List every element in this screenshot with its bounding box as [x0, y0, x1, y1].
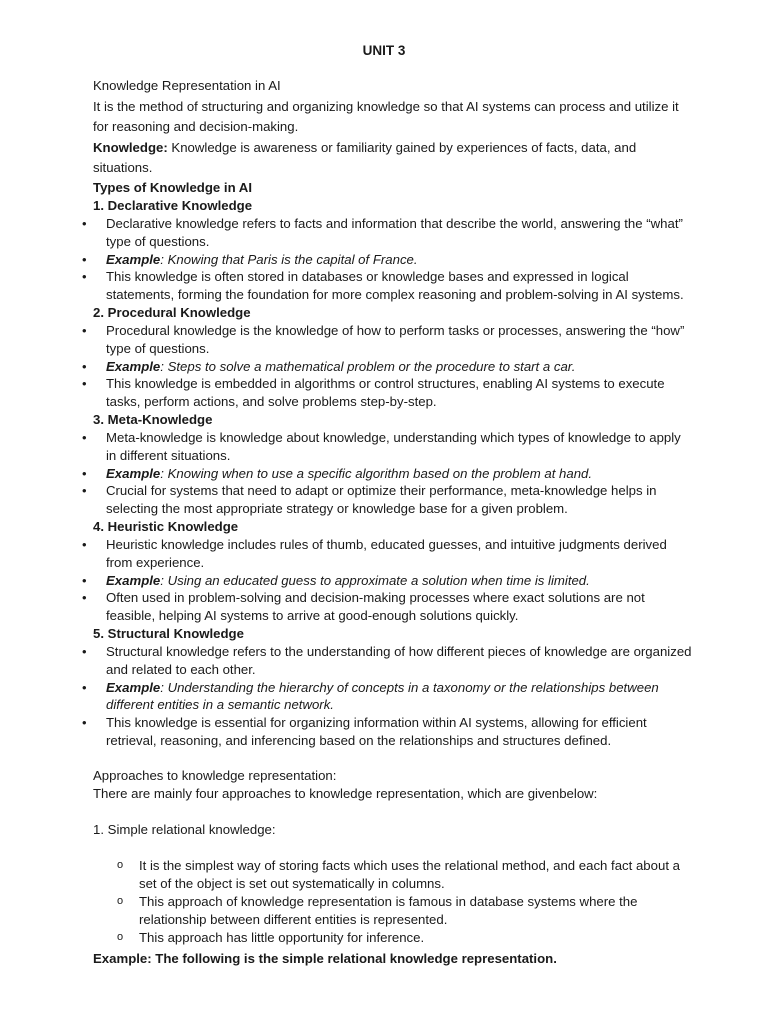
list-item: • Heuristic knowledge includes rules of thumb, educated guesses, and intuitive judgments derived from experience.: [93, 536, 693, 572]
types-heading: Types of Knowledge in AI: [93, 179, 252, 195]
example-text: : Using an educated guess to approximate a solution when time is limited.: [160, 572, 590, 588]
spacer: [93, 750, 693, 767]
type-heading-structural: 5. Structural Knowledge: [93, 625, 244, 641]
type-heading-declarative: 1. Declarative Knowledge: [93, 197, 253, 213]
list-item: • Procedural knowledge is the knowledge of how to perform tasks or processes, answering the “how” type of questions.: [93, 322, 693, 358]
knowledge-label: Knowledge:: [93, 139, 168, 155]
intro-definition: It is the method of structuring and organizing knowledge so that AI systems can process and utilize it for reasoning and decision-making.: [93, 98, 679, 135]
example-item: [93, 465, 693, 483]
example-item: [93, 358, 693, 376]
example-label: Example: [106, 358, 161, 374]
type-heading-heuristic: 4. Heuristic Knowledge: [93, 518, 239, 534]
list-item: o It is the simplest way of storing facts which uses the relational method, and each fact about a set of the object is set out systematically in columns.: [93, 857, 693, 893]
example-text: : Knowing when to use a specific algorithm based on the problem at hand.: [160, 465, 593, 481]
list-item: • Crucial for systems that need to adapt or optimize their performance, meta-knowledge helps in selecting the most appropriate strategy or knowledge base for a given problem.: [93, 482, 693, 518]
list-item: • Declarative knowledge refers to facts and information that describe the world, answering the “what” type of questions.: [93, 215, 693, 251]
spacer: [93, 803, 693, 821]
approaches-intro: There are mainly four approaches to knowledge representation, which are givenbelow:: [93, 785, 598, 801]
example-text: : Understanding the hierarchy of concepts in a taxonomy or the relationships between different entities in a semantic network.: [106, 679, 659, 713]
list-item: • Meta-knowledge is knowledge about knowledge, understanding which types of knowledge to apply in different situations.: [93, 429, 693, 465]
approaches-heading: Approaches to knowledge representation:: [93, 767, 337, 783]
example-label: Example: [106, 465, 161, 481]
type-heading-procedural: 2. Procedural Knowledge: [93, 304, 251, 320]
example-item: [93, 572, 693, 590]
list-item: o This approach has little opportunity for inference.: [93, 929, 693, 947]
list-item: o This approach of knowledge representation is famous in database systems where the relationship between different entities is represented.: [93, 893, 693, 929]
example-label: Example: [106, 572, 161, 588]
approach-example-line: Example: The following is the simple relational knowledge representation.: [93, 950, 557, 966]
list-item: • This knowledge is essential for organizing information within AI systems, allowing for efficient retrieval, reasoning, and inferencing based on the relationships and structures defined.: [93, 714, 693, 750]
example-item: [93, 251, 693, 269]
intro-heading: Knowledge Representation in AI: [93, 78, 281, 93]
list-item: • This knowledge is often stored in databases or knowledge bases and expressed in logical statements, forming the foundation for more complex reasoning and problem-solving in AI systems.: [93, 268, 693, 304]
spacer: [93, 839, 693, 857]
list-item: • This knowledge is embedded in algorithms or control structures, enabling AI systems to execute tasks, perform actions, and solve problems step-by-step.: [93, 375, 693, 411]
example-text: : Knowing that Paris is the capital of France.: [160, 251, 418, 267]
example-item: [93, 679, 693, 715]
example-label: Example: [106, 679, 161, 695]
document-body: [93, 76, 693, 971]
example-text: : Steps to solve a mathematical problem or the procedure to start a car.: [160, 358, 576, 374]
page-title: UNIT 3: [362, 43, 406, 58]
knowledge-definition: [93, 138, 693, 179]
type-heading-meta: 3. Meta-Knowledge: [93, 411, 213, 427]
example-label: Example: [106, 251, 161, 267]
knowledge-text: Knowledge is awareness or familiarity gained by experiences of facts, data, and situations.: [93, 139, 637, 176]
list-item: • Often used in problem-solving and decision-making processes where exact solutions are not feasible, helping AI systems to arrive at good-enough solutions quickly.: [93, 589, 693, 625]
list-item: • Structural knowledge refers to the understanding of how different pieces of knowledge are organized and related to each other.: [93, 643, 693, 679]
approach-sub-heading: 1. Simple relational knowledge:: [93, 821, 276, 837]
